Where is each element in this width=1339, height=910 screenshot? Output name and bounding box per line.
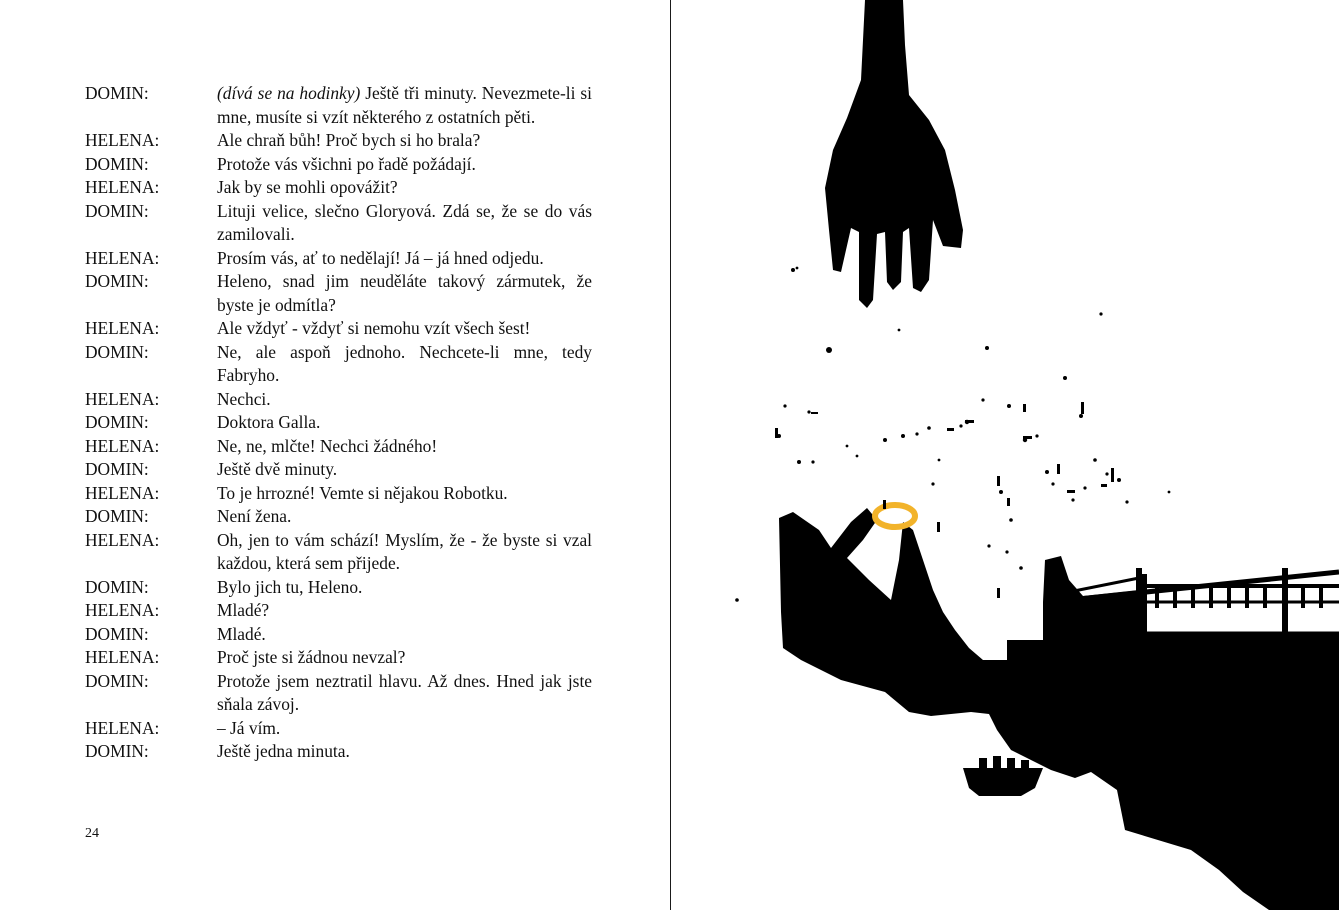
dialogue-line [85, 740, 592, 764]
speech-text [217, 599, 592, 623]
speaker-name: DOMIN: [85, 153, 149, 174]
speaker-name: HELENA: [85, 717, 160, 738]
dialogue-line [85, 670, 592, 717]
speaker-name: DOMIN: [85, 741, 149, 761]
dialogue-line [85, 599, 592, 623]
speaker-name: DOMIN: [85, 83, 149, 103]
speaker-name: DOMIN: [85, 271, 149, 291]
dialogue-line [85, 129, 592, 153]
speaker-name: HELENA: [85, 247, 160, 268]
dialogue-line [85, 200, 592, 247]
dialogue-line [85, 576, 592, 600]
speaker-name: HELENA: [85, 647, 160, 667]
speech-body: Ne, ale aspoň jednoho. Nechcete-li mne, tedy Fabryho. [217, 341, 592, 385]
speech-text [217, 435, 592, 459]
speech-body: Doktora Galla. [217, 412, 321, 432]
speech-body: Lituji velice, slečno Gloryová. Zdá se, že se do vás zamilovali. [217, 200, 592, 244]
speech-text [217, 458, 592, 482]
speech-text [217, 740, 592, 764]
dialogue-block [85, 82, 592, 764]
speech-body: Ne, ne, mlčte! Nechci žádného! [217, 435, 438, 456]
dialogue-line [85, 505, 592, 529]
reaching-hand [825, 0, 963, 308]
speaker-name: HELENA: [85, 435, 160, 456]
boat [963, 756, 1043, 796]
stage-direction: (dívá se na hodinky) [217, 83, 361, 103]
speech-text [217, 505, 592, 529]
dialogue-line [85, 529, 592, 576]
speech-text [217, 411, 592, 435]
speaker-name: HELENA: [85, 529, 160, 550]
dialogue-line [85, 82, 592, 129]
speaker-name: DOMIN: [85, 623, 149, 644]
dialogue-line [85, 411, 592, 435]
speech-body: Protože jsem neztratil hlavu. Až dnes. Hned jak jste sňala závoj. [217, 670, 592, 714]
dialogue-line [85, 646, 592, 670]
speech-text [217, 529, 592, 576]
speaker-name: HELENA: [85, 318, 160, 338]
dialogue-line [85, 717, 592, 741]
speech-text [217, 176, 592, 200]
speech-body: Prosím vás, ať to nedělají! Já – já hned odjedu. [217, 247, 544, 268]
speech-text [217, 129, 592, 153]
dialogue-line [85, 482, 592, 506]
dialogue-line [85, 153, 592, 177]
speech-body: Mladé? [217, 600, 270, 620]
speech-text [217, 247, 592, 271]
speech-body: Proč jste si žádnou nevzal? [217, 647, 406, 667]
dialogue-line [85, 270, 592, 317]
speaker-name: HELENA: [85, 177, 160, 197]
speech-body: Není žena. [217, 506, 292, 526]
dialogue-line [85, 388, 592, 412]
golden-ring [875, 505, 915, 527]
speech-body: Jak by se mohli opovážit? [217, 177, 398, 197]
speech-body: Mladé. [217, 623, 266, 644]
speech-body: Ještě jedna minuta. [217, 741, 350, 761]
speaker-name: HELENA: [85, 600, 160, 620]
speaker-name: DOMIN: [85, 412, 149, 432]
speaker-name: HELENA: [85, 482, 160, 503]
speech-text [217, 341, 592, 388]
speech-text [217, 270, 592, 317]
speaker-name: DOMIN: [85, 506, 149, 526]
speech-body: Ještě tři minuty. Nevezmete-li si mne, musíte si vzít některého z ostatních pěti. [217, 83, 592, 127]
speech-text [217, 623, 592, 647]
dialogue-line [85, 458, 592, 482]
speech-body: Bylo jich tu, Heleno. [217, 576, 363, 597]
speech-body: Protože vás všichni po řadě požádají. [217, 153, 476, 174]
speaker-name: DOMIN: [85, 459, 149, 479]
dialogue-line [85, 176, 592, 200]
speaker-name: HELENA: [85, 130, 160, 150]
illustration [671, 0, 1339, 910]
speaker-name: DOMIN: [85, 341, 149, 362]
speaker-name: HELENA: [85, 388, 160, 409]
dialogue-line [85, 341, 592, 388]
speech-text [217, 82, 592, 129]
speech-body: Ale vždyť - vždyť si nemohu vzít všech šest! [217, 318, 531, 338]
speech-text [217, 317, 592, 341]
dialogue-line [85, 435, 592, 459]
speech-text [217, 153, 592, 177]
illustration-page [671, 0, 1339, 910]
dialogue-line [85, 247, 592, 271]
speech-body: Ale chraň bůh! Proč bych si ho brala? [217, 130, 481, 150]
speech-body: Heleno, snad jim neuděláte takový zármutek, že byste je odmítla? [217, 271, 592, 315]
speech-text [217, 646, 592, 670]
speech-text [217, 200, 592, 247]
speech-text [217, 717, 592, 741]
page-number: 24 [85, 826, 99, 841]
speech-text [217, 482, 592, 506]
speaker-name: DOMIN: [85, 670, 149, 691]
speech-body: Ještě dvě minuty. [217, 459, 338, 479]
dialogue-line [85, 317, 592, 341]
speech-text [217, 576, 592, 600]
speaker-name: DOMIN: [85, 200, 149, 221]
speech-text [217, 388, 592, 412]
dialogue-line [85, 623, 592, 647]
lower-hand-and-tower [779, 508, 1339, 910]
speech-body: – Já vím. [217, 717, 281, 738]
speech-text [217, 670, 592, 717]
speech-body: Nechci. [217, 388, 271, 409]
speaker-name: DOMIN: [85, 576, 149, 597]
speech-body: To je hrrozné! Vemte si nějakou Robotku. [217, 482, 508, 503]
speech-body: Oh, jen to vám schází! Myslím, že - že byste si vzal každou, která sem přijede. [217, 529, 592, 573]
